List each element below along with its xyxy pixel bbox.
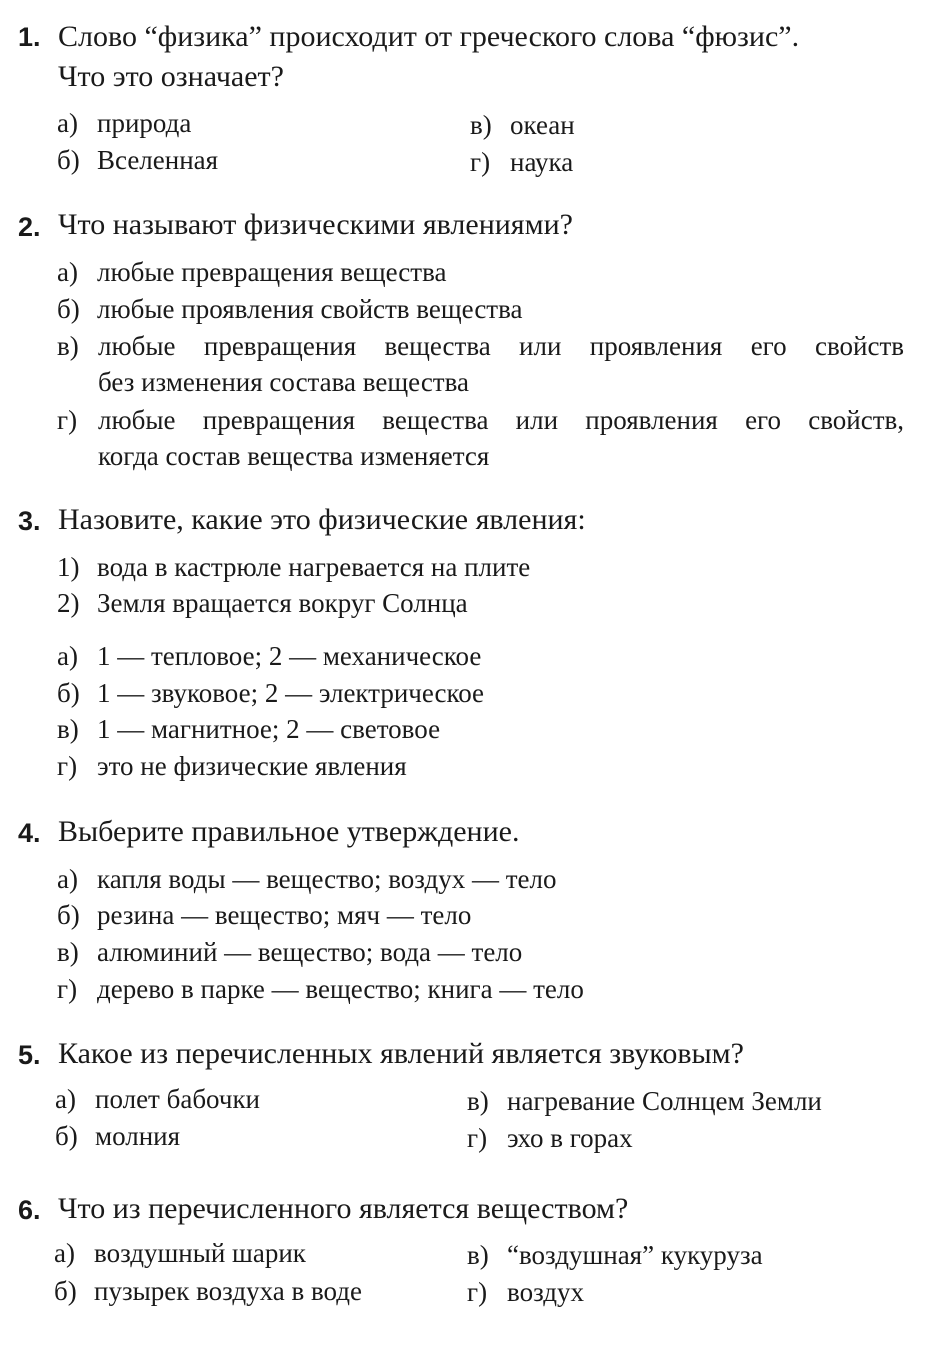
option-text: нагревание Солнцем Земли: [507, 1086, 822, 1116]
option-letter: г): [57, 974, 78, 1004]
item-text: Земля вращается вокруг Солнца: [97, 588, 468, 618]
option-letter: а): [54, 1238, 75, 1268]
option-letter: а): [57, 641, 78, 671]
option-letter: г): [57, 751, 78, 781]
answer-option[interactable]: [467, 1123, 633, 1154]
item-number: 1): [57, 552, 80, 582]
option-letter: в): [57, 331, 79, 361]
option-text: любые проявления свойств вещества: [97, 294, 523, 324]
option-text: молния: [95, 1121, 181, 1151]
question-text: Слово “физика” происходит от греческого слова “фюзис”.: [58, 20, 800, 53]
option-letter: б): [55, 1121, 78, 1151]
option-text: воздушный шарик: [94, 1238, 306, 1268]
answer-option[interactable]: [57, 145, 218, 176]
answer-option[interactable]: [57, 108, 191, 139]
option-letter: г): [467, 1277, 488, 1307]
answer-option[interactable]: [57, 974, 584, 1005]
question-text: Что это означает?: [58, 60, 284, 93]
answer-option[interactable]: [470, 147, 573, 178]
option-letter: г): [467, 1123, 488, 1153]
option-text: это не физические явления: [97, 751, 407, 781]
question-text: Какое из перечисленных явлений является звуковым?: [58, 1037, 744, 1070]
answer-option[interactable]: [467, 1277, 584, 1308]
answer-option[interactable]: [57, 751, 407, 782]
answer-option[interactable]: [57, 864, 556, 895]
option-text: полет бабочки: [95, 1084, 261, 1114]
answer-option[interactable]: [55, 1121, 180, 1152]
option-text: эхо в горах: [507, 1123, 633, 1153]
option-text: пузырек воздуха в воде: [94, 1276, 362, 1306]
option-letter: в): [467, 1240, 489, 1270]
option-text-continued: когда состав вещества изменяется: [98, 441, 490, 471]
item-number: 2): [57, 588, 80, 618]
question-number: 4.: [18, 818, 41, 848]
answer-option[interactable]: [57, 937, 522, 968]
option-letter: в): [470, 110, 492, 140]
question-number: 3.: [18, 506, 41, 536]
list-item: [57, 588, 468, 619]
option-letter: а): [57, 108, 78, 138]
option-letter: г): [470, 147, 491, 177]
option-letter: а): [57, 257, 78, 287]
list-item: [57, 552, 530, 583]
answer-option[interactable]: [470, 110, 575, 141]
question-number: 1.: [18, 22, 41, 52]
option-text: океан: [510, 110, 575, 140]
option-text: природа: [97, 108, 192, 138]
option-text: любые превращения вещества: [97, 257, 447, 287]
answer-option[interactable]: [54, 1238, 306, 1269]
option-text: 1 — магнитное; 2 — световое: [97, 714, 441, 744]
question-text: Назовите, какие это физические явления:: [58, 503, 586, 536]
option-letter: б): [57, 678, 80, 708]
option-letter: б): [57, 145, 80, 175]
option-text: 1 — звуковое; 2 — электрическое: [97, 678, 485, 708]
question-text: Выберите правильное утверждение.: [58, 815, 520, 848]
option-text: любые превращения вещества или проявления его свойств: [98, 331, 904, 361]
question-number: 2.: [18, 212, 41, 242]
option-text: капля воды — вещество; воздух — тело: [97, 864, 557, 894]
option-text: наука: [510, 147, 574, 177]
option-text: 1 — тепловое; 2 — механическое: [97, 641, 482, 671]
answer-option[interactable]: [55, 1084, 260, 1115]
answer-option[interactable]: [467, 1086, 822, 1117]
answer-option[interactable]: [57, 678, 484, 709]
answer-option[interactable]: [467, 1240, 763, 1271]
option-text-continued: без изменения состава вещества: [98, 367, 469, 397]
option-letter: в): [57, 714, 79, 744]
answer-option[interactable]: [57, 714, 440, 745]
answer-option[interactable]: [57, 294, 523, 325]
option-text: “воздушная” кукуруза: [507, 1240, 763, 1270]
option-letter: б): [57, 900, 80, 930]
question-text: Что называют физическими явлениями?: [58, 208, 573, 241]
option-letter: а): [55, 1084, 76, 1114]
answer-option[interactable]: [54, 1276, 362, 1307]
item-text: вода в кастрюле нагревается на плите: [97, 552, 531, 582]
answer-option[interactable]: [57, 641, 481, 672]
option-text: любые превращения вещества или проявления его свойств,: [98, 405, 904, 435]
question-number: 6.: [18, 1195, 41, 1225]
option-text: Вселенная: [97, 145, 219, 175]
option-letter: б): [57, 294, 80, 324]
option-letter: в): [467, 1086, 489, 1116]
option-letter: в): [57, 937, 79, 967]
question-number: 5.: [18, 1040, 41, 1070]
option-letter: а): [57, 864, 78, 894]
answer-option[interactable]: [57, 257, 446, 288]
option-text: воздух: [507, 1277, 584, 1307]
option-text: алюминий — вещество; вода — тело: [97, 937, 523, 967]
question-text: Что из перечисленного является веществом?: [58, 1192, 629, 1225]
answer-option[interactable]: [57, 900, 471, 931]
option-text: дерево в парке — вещество; книга — тело: [97, 974, 584, 1004]
option-letter: б): [54, 1276, 77, 1306]
option-text: резина — вещество; мяч — тело: [97, 900, 472, 930]
option-letter: г): [57, 405, 78, 435]
